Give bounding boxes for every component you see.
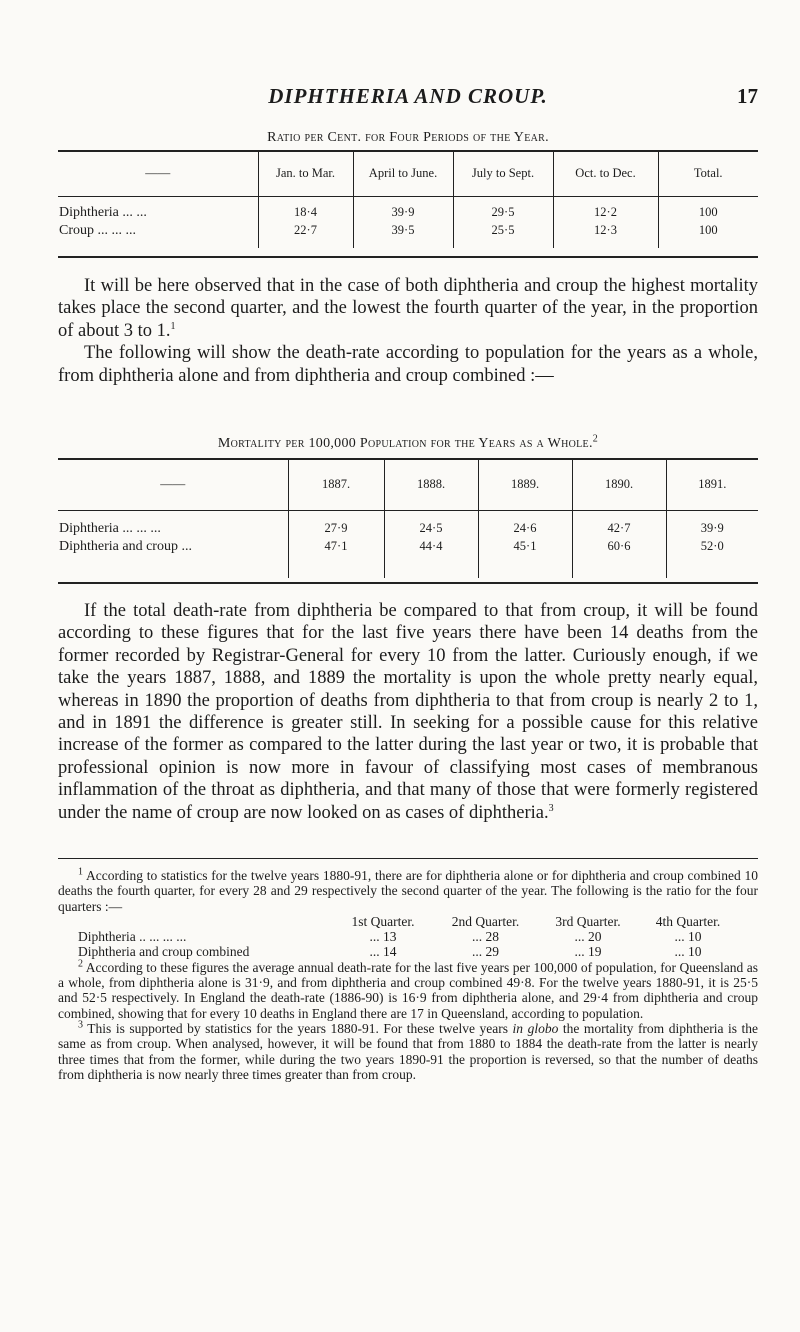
table-cell: 24·6 <box>478 510 572 538</box>
table2-col-header: 1890. <box>572 460 666 510</box>
table-cell: 45·1 <box>478 538 572 578</box>
table1-col-header: —— <box>58 152 258 196</box>
table-cell: 25·5 <box>453 222 553 248</box>
table2-caption: Mortality per 100,000 Population for the Years as a Whole.$^2$ <box>217 433 599 451</box>
table-cell: ... 10 <box>674 929 702 945</box>
table1-col-header: Jan. to Mar. <box>258 152 353 196</box>
table1-col-header: Total. <box>658 152 758 196</box>
table2-bottom-rule <box>58 582 758 584</box>
table1-col-header: Oct. to Dec. <box>553 152 658 196</box>
table-cell: 100 <box>658 222 758 248</box>
footnote-3: $^3$ This is supported by statistics for the years 1880-91. For these twelve years in globo the mortality from diphtheria is the same as from croup. When analysed, however, it will be found that from 1880 to 1884 the death-rate from the latter is nearly three times that from the former, while during the two years 1890-91 the proportion is reversed, so that the number of deaths from diphtheria is now nearly three times greater than from croup. <box>58 1019 759 1082</box>
page-number: 17 <box>737 84 758 108</box>
table-cell: ... 29 <box>472 944 499 960</box>
row-label: Diphtheria ... ... <box>59 204 147 220</box>
footnote-1: $^1$ According to statistics for the twelve years 1880-91, there are for diphtheria alone or for diphtheria and croup combined 10 deaths the fourth quarter, for every 28 and 29 respectively the second quarter of the year. The following is the ratio for the four quarters :— <box>58 866 758 914</box>
fn-col-header: 4th Quarter. <box>655 913 721 929</box>
footnotes <box>58 868 758 1082</box>
table-cell: ... 13 <box>369 929 397 945</box>
body-text-main <box>58 600 758 824</box>
table2-col-header: 1891. <box>666 460 758 510</box>
table-row <box>78 944 738 959</box>
table-cell: 29·5 <box>453 196 553 222</box>
table-row <box>58 222 758 248</box>
footnote-rule <box>58 858 758 859</box>
fn-col-header: 2nd Quarter. <box>451 913 520 929</box>
table2-col-header: 1889. <box>478 460 572 510</box>
running-header <box>58 84 758 114</box>
running-title: DIPHTHERIA AND CROUP. <box>268 84 548 108</box>
body-text-top <box>58 275 758 387</box>
table-cell: 18·4 <box>258 196 353 222</box>
table-cell: 100 <box>658 196 758 222</box>
row-label: Croup ... ... ... <box>59 222 136 238</box>
table-row <box>58 538 758 578</box>
table-cell: 42·7 <box>572 510 666 538</box>
table-cell: 47·1 <box>288 538 384 578</box>
table-cell: 44·4 <box>384 538 478 578</box>
footnote-2: $^2$ According to these figures the average annual death-rate for the last five years per 100,000 of population, for Queensland as a whole, from diphtheria alone is 31·9, and from diphtheria and croup combined 49·8. For the twelve years 1880-91, it is 25·5 and 52·5 respectively. In England the death-rate (1886-90) is 16·9 from diphtheria alone, and 29·4 from diphtheria and croup combined, showing that for every 10 deaths in England there are 17 in Queensland, according to population. <box>58 958 758 1021</box>
footnote-ref: 1 <box>170 320 176 332</box>
table-cell: 39·9 <box>353 196 453 222</box>
table1 <box>58 152 758 248</box>
paragraph: The following will show the death-rate according to population for the years as a whole, from diphtheria alone and from diphtheria and croup combined :— <box>58 343 758 386</box>
table1-col-header: April to June. <box>353 152 453 196</box>
footnote-ref: 2 <box>592 433 599 445</box>
table-cell: 22·7 <box>258 222 353 248</box>
table-cell: ... 19 <box>574 944 602 960</box>
table-cell: 24·5 <box>384 510 478 538</box>
table-row <box>58 196 758 222</box>
fn-col-header: 3rd Quarter. <box>555 913 621 929</box>
table-cell: 12·3 <box>553 222 658 248</box>
table-cell: 52·0 <box>666 538 758 578</box>
table-cell: 39·5 <box>353 222 453 248</box>
table-cell: 12·2 <box>553 196 658 222</box>
table-row <box>58 510 758 538</box>
table-cell: ... 28 <box>472 929 499 945</box>
table-row <box>78 929 738 944</box>
table2 <box>58 460 758 578</box>
table-cell: ... 20 <box>574 929 602 945</box>
table2-col-header: —— <box>58 460 288 510</box>
fn-col-header: 1st Quarter. <box>351 913 415 929</box>
table2-col-header: 1888. <box>384 460 478 510</box>
table-cell: 39·9 <box>666 510 758 538</box>
table-cell: 60·6 <box>572 538 666 578</box>
table1-col-header: July to Sept. <box>453 152 553 196</box>
table2-col-header: 1887. <box>288 460 384 510</box>
row-label: Diphtheria and croup ... <box>59 538 192 554</box>
footnote-ref: 3 <box>548 802 554 814</box>
table1-caption: Ratio per Cent. for Four Periods of the Year. <box>267 130 549 145</box>
footnote-1-table <box>78 914 738 960</box>
table-cell: 27·9 <box>288 510 384 538</box>
table-cell: ... 10 <box>674 944 702 960</box>
row-label: Diphtheria .. ... ... ... <box>78 929 187 945</box>
table1-bottom-rule <box>58 256 758 258</box>
row-label: Diphtheria and croup combined <box>78 944 250 960</box>
table-cell: ... 14 <box>369 944 397 960</box>
row-label: Diphtheria ... ... ... <box>59 520 161 536</box>
paragraph: If the total death-rate from diphtheria be compared to that from croup, it will be found according to these figures that for the last five years there have been 14 deaths from the former recorded by Registrar-General for every 10 from the latter. Curiously enough, if we take the years 1887, 1888, and 1889 the mortality is upon the whole pretty nearly equal, whereas in 1890 the proportion of deaths from diphtheria to that from croup is nearly 2 to 1, and in 1891 the difference is greater still. In seeking for a possible cause for this relative increase of the former as compared to the latter during the last year or two, it is probable that professional opinion is now more in favour of classifying most cases of membranous inflammation of the throat as diphtheria, and that many of those that were formerly registered under the name of croup are now looked on as cases of diphtheria.$^3$ <box>58 601 758 823</box>
paragraph: It will be here observed that in the case of both diphtheria and croup the highest mortality takes place the second quarter, and the lowest the fourth quarter of the year, in the proportion of about 3 to 1.$^1$ <box>58 276 758 341</box>
